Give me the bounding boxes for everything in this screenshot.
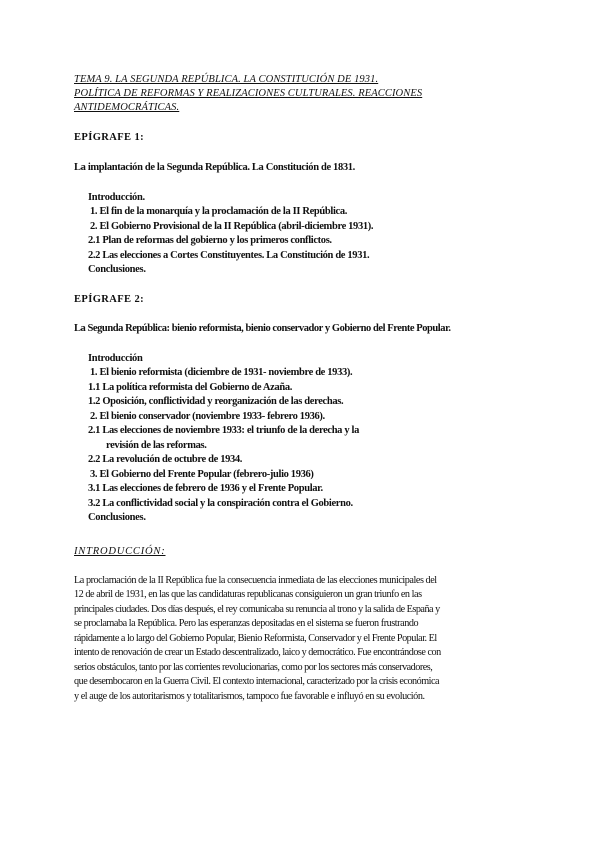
epigrafe-2-subtitle: La Segunda República: bienio reformista, bienio conservador y Gobierno del Frente Popular. bbox=[74, 323, 451, 334]
introduccion-line: se proclamaba la República. Pero las esperanzas depositadas en el sistema se fueron frustrando bbox=[74, 618, 419, 629]
introduccion-line: que desembocaron en la Guerra Civil. El contexto internacional, caracterizado por la crisis económica bbox=[74, 676, 440, 687]
introduccion-line: intento de renovación de crear un Estado descentralizado, laico y democrático. Fue encontrándose con bbox=[74, 647, 441, 658]
epigrafe-1-item: Introducción. bbox=[88, 192, 145, 203]
epigrafe-2-item: 1.2 Oposición, conflictividad y reorganización de las derechas. bbox=[88, 396, 344, 407]
title-line-1: TEMA 9. LA SEGUNDA REPÚBLICA. LA CONSTITUCIÓN DE 1931. bbox=[74, 74, 379, 85]
epigrafe-2-item: 3. El Gobierno del Frente Popular (febrero-julio 1936) bbox=[90, 469, 314, 480]
epigrafe-2-item: 2.1 Las elecciones de noviembre 1933: el triunfo de la derecha y la bbox=[88, 425, 360, 436]
introduccion-line: 12 de abril de 1931, en las que las candidaturas republicanas consiguieron un gran triunfo en las bbox=[74, 589, 422, 600]
epigrafe-2-item: 2.2 La revolución de octubre de 1934. bbox=[88, 454, 243, 465]
introduccion-heading: INTRODUCCIÓN: bbox=[74, 546, 166, 557]
epigrafe-1-item: Conclusiones. bbox=[88, 264, 146, 275]
introduccion-line: principales ciudades. Dos días después, el rey comunicaba su renuncia al trono y la salida de España y bbox=[74, 604, 440, 615]
introduccion-line: La proclamación de la II República fue la consecuencia inmediata de las elecciones municipales del bbox=[74, 575, 437, 586]
epigrafe-2-item: 1.1 La política reformista del Gobierno de Azaña. bbox=[88, 382, 293, 393]
introduccion-line: serios obstáculos, tanto por las corrientes revolucionarias, como por los sectores más conservadores, bbox=[74, 662, 433, 673]
epigrafe-1-item: 2.2 Las elecciones a Cortes Constituyentes. La Constitución de 1931. bbox=[88, 250, 370, 261]
title-line-2: POLÍTICA DE REFORMAS Y REALIZACIONES CULTURALES. REACCIONES bbox=[74, 88, 423, 99]
introduccion-line: rápidamente a lo largo del Gobierno Popular, Bienio Reformista, Conservador y el Frente Popular. El bbox=[74, 633, 437, 644]
epigrafe-2-item: 3.1 Las elecciones de febrero de 1936 y el Frente Popular. bbox=[88, 483, 323, 494]
title-line-3: ANTIDEMOCRÁTICAS. bbox=[74, 102, 180, 113]
epigrafe-1-item: 1. El fin de la monarquía y la proclamación de la II República. bbox=[90, 206, 348, 217]
epigrafe-1-subtitle: La implantación de la Segunda República. La Constitución de 1831. bbox=[74, 162, 355, 173]
epigrafe-2-item: 3.2 La conflictividad social y la conspiración contra el Gobierno. bbox=[88, 498, 353, 509]
epigrafe-1-heading: EPÍGRAFE 1: bbox=[74, 132, 145, 143]
epigrafe-2-item: Introducción bbox=[88, 353, 143, 364]
epigrafe-2-item: 1. El bienio reformista (diciembre de 1931- noviembre de 1933). bbox=[90, 367, 353, 378]
epigrafe-1-item: 2.1 Plan de reformas del gobierno y los primeros conflictos. bbox=[88, 235, 332, 246]
epigrafe-2-item: revisión de las reformas. bbox=[106, 440, 207, 451]
introduccion-line: y el auge de los autoritarismos y totalitarismos, tampoco fue favorable e influyó en su evolución. bbox=[74, 691, 425, 702]
epigrafe-1-item: 2. El Gobierno Provisional de la II República (abril-diciembre 1931). bbox=[90, 221, 374, 232]
epigrafe-2-item: 2. El bienio conservador (noviembre 1933- febrero 1936). bbox=[90, 411, 325, 422]
epigrafe-2-item: Conclusiones. bbox=[88, 512, 146, 523]
epigrafe-2-heading: EPÍGRAFE 2: bbox=[74, 294, 145, 305]
